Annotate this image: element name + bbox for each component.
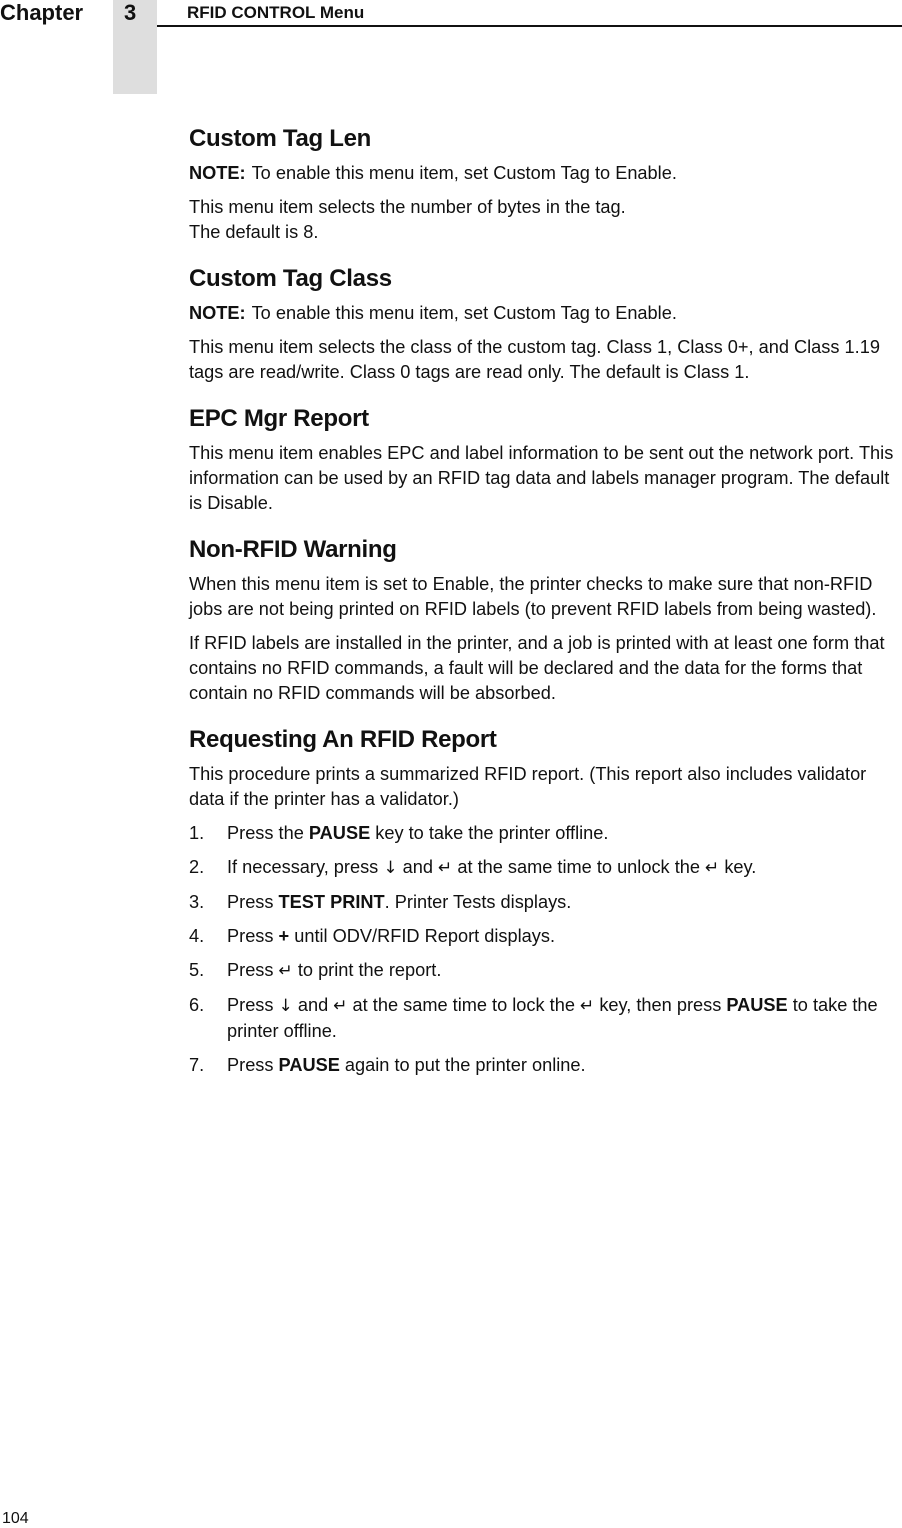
step-text: Press the (227, 823, 309, 843)
note-custom-tag-len (189, 161, 902, 186)
step-number: 7. (189, 1055, 205, 1075)
step-text: again to put the printer online. (339, 1055, 586, 1075)
step-text: . Printer Tests displays. (384, 892, 572, 912)
step-number: 3. (189, 892, 205, 912)
step-text: Press (227, 892, 279, 912)
step-text: to print the report. (292, 960, 442, 980)
enter-key-icon: ↵ (705, 858, 720, 878)
note-label: NOTE: (189, 303, 246, 323)
paragraph: This procedure prints a summarized RFID report. (This report also includes validator data if the printer has a validator.) (189, 764, 867, 809)
paragraph: This menu item enables EPC and label information to be sent out the network port. This information can be used by an RFID tag data and labels manager program. The default is Disable. (189, 443, 894, 513)
note-text: To enable this menu item, set Custom Tag to Enable. (251, 303, 677, 323)
header-rule (157, 25, 902, 27)
pause-key-label: PAUSE (308, 823, 371, 843)
step-text: at the same time to unlock the (452, 857, 706, 877)
list-item (189, 890, 902, 915)
list-item (189, 993, 902, 1044)
step-text: to take the printer offline. (227, 995, 878, 1041)
heading-custom-tag-len: Custom Tag Len (189, 125, 372, 152)
enter-key-icon: ↵ (333, 996, 348, 1016)
enter-key-icon: ↵ (580, 996, 595, 1016)
enter-key-icon: ↵ (278, 961, 293, 981)
running-header-title: RFID CONTROL Menu (187, 3, 365, 22)
list-item (189, 924, 902, 949)
procedure-steps (189, 821, 902, 1078)
list-item (189, 821, 902, 846)
note-text: To enable this menu item, set Custom Tag to Enable. (251, 163, 677, 183)
list-item (189, 1053, 902, 1078)
step-text: key. (719, 857, 757, 877)
note-label: NOTE: (189, 163, 246, 183)
heading-requesting-rfid-report: Requesting An RFID Report (189, 726, 497, 753)
step-text: Press (227, 960, 279, 980)
paragraph: This menu item selects the number of bytes in the tag. (189, 197, 626, 217)
step-text: at the same time to lock the (347, 995, 581, 1015)
pause-key-label: PAUSE (726, 995, 788, 1015)
paragraph: This menu item selects the class of the custom tag. Class 1, Class 0+, and Class 1.19 tags are read/write. Class 0 tags are read only. The default is Class 1. (189, 337, 880, 382)
chapter-number: 3 (124, 0, 137, 25)
step-text: and (292, 995, 334, 1015)
paragraph: The default is 8. (189, 222, 319, 242)
pause-key-label: PAUSE (278, 1055, 340, 1075)
step-text: key, then press (594, 995, 727, 1015)
heading-non-rfid-warning: Non-RFID Warning (189, 536, 397, 563)
step-text: If necessary, press (227, 857, 384, 877)
step-text: until ODV/RFID Report displays. (289, 926, 555, 946)
step-number: 4. (189, 926, 205, 946)
list-item (189, 855, 902, 881)
heading-epc-mgr-report: EPC Mgr Report (189, 405, 369, 432)
step-text: and (397, 857, 439, 877)
down-arrow-icon: ↓ (278, 996, 293, 1016)
step-number: 6. (189, 995, 205, 1015)
step-text: Press (227, 926, 279, 946)
step-number: 1. (189, 823, 205, 843)
chapter-label: Chapter (0, 0, 84, 25)
plus-key-label: + (278, 926, 290, 946)
list-item (189, 958, 902, 984)
paragraph: When this menu item is set to Enable, the printer checks to make sure that non-RFID jobs are not being printed on RFID labels (to prevent RFID labels from being wasted). (189, 574, 877, 619)
step-number: 5. (189, 960, 205, 980)
test-print-key-label: TEST PRINT (278, 892, 385, 912)
step-text: Press (227, 995, 279, 1015)
step-text: key to take the printer offline. (370, 823, 609, 843)
page-number: 104 (2, 1510, 29, 1527)
enter-key-icon: ↵ (438, 858, 453, 878)
step-text: Press (227, 1055, 279, 1075)
heading-custom-tag-class: Custom Tag Class (189, 265, 392, 292)
down-arrow-icon: ↓ (383, 858, 398, 878)
step-number: 2. (189, 857, 205, 877)
paragraph: If RFID labels are installed in the printer, and a job is printed with at least one form that contains no RFID commands, a fault will be declared and the data for the forms that contain no RFID commands will be absorbed. (189, 633, 885, 703)
page-content (189, 122, 902, 1087)
note-custom-tag-class (189, 301, 902, 326)
